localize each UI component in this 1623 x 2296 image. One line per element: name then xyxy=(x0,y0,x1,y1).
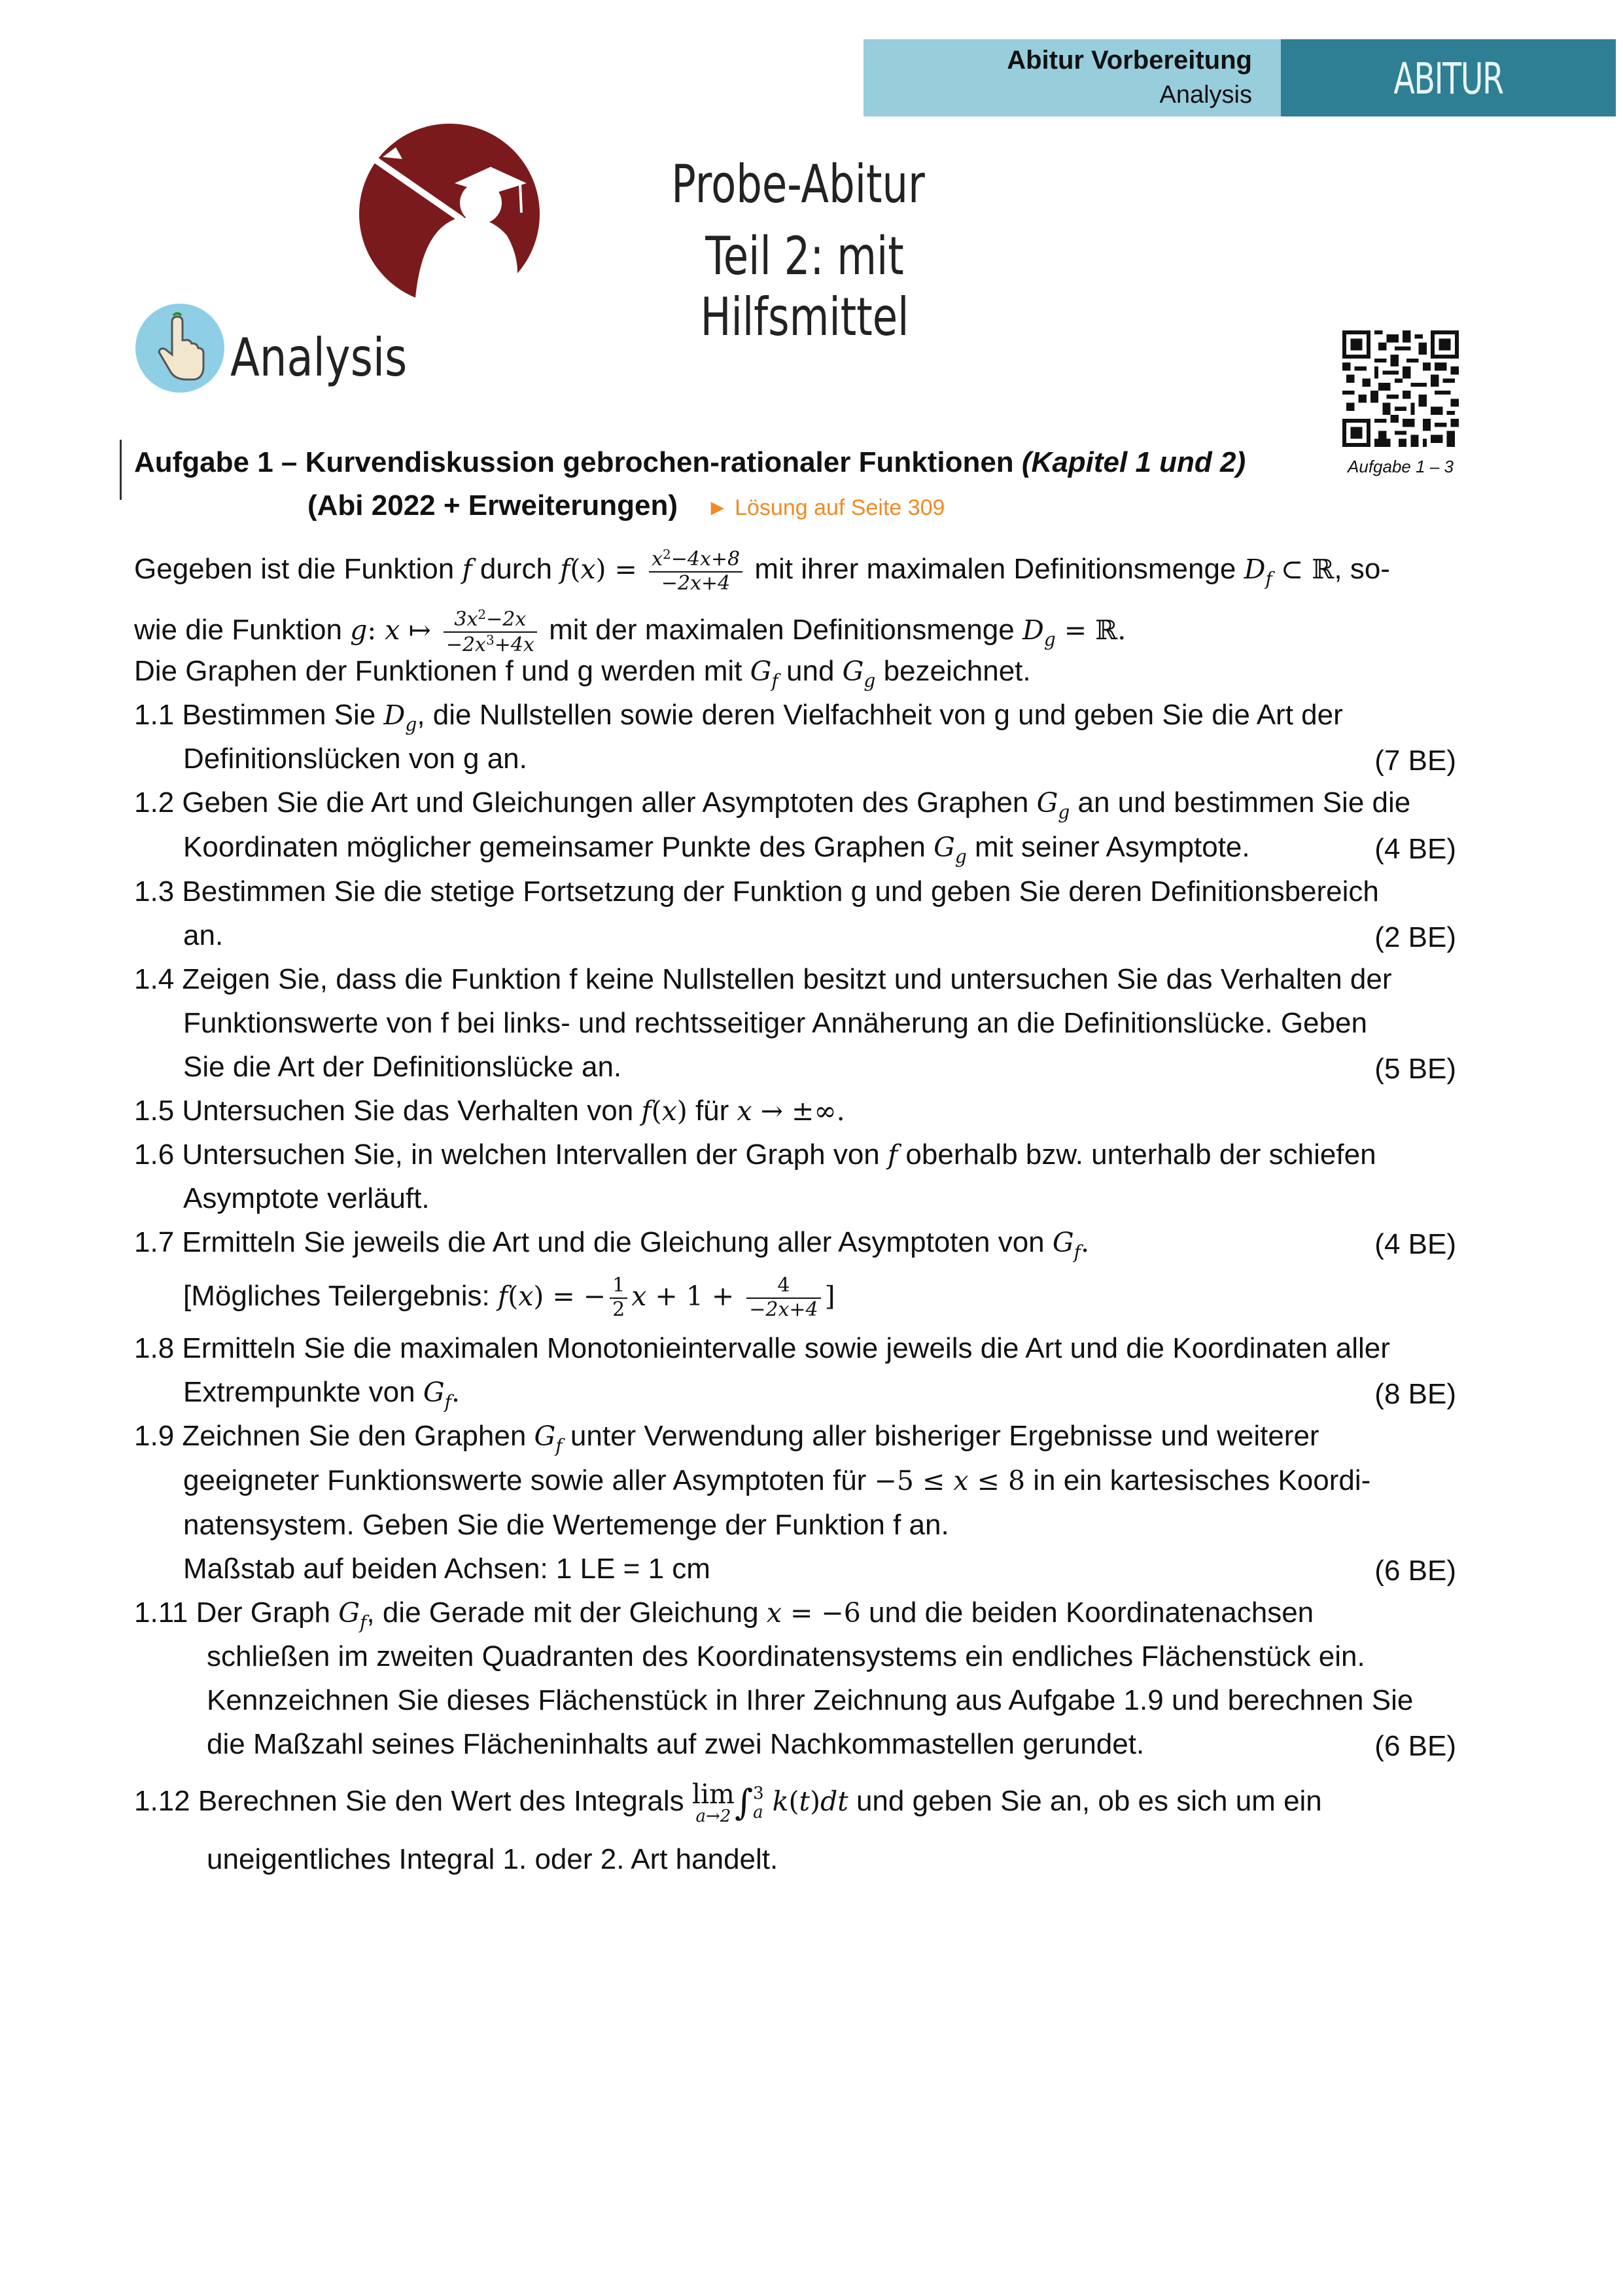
task-1-7-hint: [Mögliches Teilergebnis: f(x) = − $\frac{1}{2}$ x + 1 + $\frac{4}{-2x+4}$ ] xyxy=(183,1274,835,1321)
intro-line-1: Gegeben ist die Funktion f durch f(x) = $\frac{x^2-4x+8}{-2x+4}$ mit ihrer maximalen Definitionsmenge $D_f$ ⊂ ℝ, so- xyxy=(134,546,1390,595)
task-1-1: 1.1 Bestimmen Sie $D_g$, die Nullstellen sowie deren Vielfachheit von g und geben Sie die Art der xyxy=(134,699,1343,735)
page-title: Probe-Abitur xyxy=(671,154,925,215)
task-1-11-cont3: die Maßzahl seines Flächeninhalts auf zwei Nachkommastellen gerundet. xyxy=(207,1728,1145,1760)
task-1-8: 1.8 Ermitteln Sie die maximalen Monotonieintervalle sowie jeweils die Art und die Koordinaten aller xyxy=(134,1332,1390,1364)
section-title: Analysis xyxy=(230,327,408,388)
intro-line-2: wie die Funktion g: x ↦ $\frac{3x^2-2x}{-2x^3+4x}$ mit der maximalen Definitionsmenge $D_g$ = ℝ. xyxy=(134,607,1126,656)
qr-caption: Aufgabe 1 – 3 xyxy=(1348,457,1454,476)
task-1-2-points: (4 BE) xyxy=(1374,833,1456,865)
task-1-6: 1.6 Untersuchen Sie, in welchen Intervallen der Graph von f oberhalb bzw. unterhalb der schiefen xyxy=(134,1139,1376,1171)
task-1-11-cont2: Kennzeichnen Sie dieses Flächenstück in Ihrer Zeichnung aus Aufgabe 1.9 und berechnen Sie xyxy=(207,1684,1414,1716)
task-1-7: 1.7 Ermitteln Sie jeweils die Art und die Gleichung aller Asymptoten von $G_f$. xyxy=(134,1226,1090,1263)
qr-code-icon[interactable] xyxy=(1342,330,1459,447)
task-1-9-cont2: natensystem. Geben Sie die Wertemenge der Funktion f an. xyxy=(183,1509,949,1541)
task-1-11: 1.11 Der Graph $G_f$, die Gerade mit der Gleichung x = −6 und die beiden Koordinatenachsen xyxy=(134,1597,1314,1633)
task-title-chapter: (Kapitel 1 und 2) xyxy=(1021,446,1246,478)
task-1-4: 1.4 Zeigen Sie, dass die Funktion f keine Nullstellen besitzt und untersuchen Sie das Verhalten der xyxy=(134,963,1392,995)
task-1-12-cont: uneigentliches Integral 1. oder 2. Art handelt. xyxy=(207,1843,778,1875)
task-1-12: 1.12 Berechnen Sie den Wert des Integrals lim a→2 ∫ 3 a k(t)dt und geben Sie an, ob es sich um ein xyxy=(134,1778,1322,1826)
header-subtitle: Analysis xyxy=(1159,81,1252,109)
task-1-9: 1.9 Zeichnen Sie den Graphen $G_f$ unter Verwendung aller bisheriger Ergebnisse und weiterer xyxy=(134,1420,1319,1457)
task-1-5: 1.5 Untersuchen Sie das Verhalten von f(x) für x → ±∞. xyxy=(134,1095,845,1127)
limit-expression: lim a→2 xyxy=(691,1778,735,1826)
task-1-1-cont: Definitionslücken von g an. xyxy=(183,743,527,775)
task-1-9-scale: Maßstab auf beiden Achsen: 1 LE = 1 cm xyxy=(183,1553,710,1585)
task-1-9-points: (6 BE) xyxy=(1374,1555,1456,1587)
task-1-6-cont: Asymptote verläuft. xyxy=(183,1182,430,1214)
task-1-4-points: (5 BE) xyxy=(1374,1053,1456,1085)
intro-line-3: Die Graphen der Funktionen f und g werden mit $G_f$ und $G_g$ bezeichnet. xyxy=(134,655,1031,692)
task-1-1-points: (7 BE) xyxy=(1374,745,1456,777)
task-1-8-cont: Extrempunkte von $G_f$. xyxy=(183,1376,461,1413)
task-1-7-points: (4 BE) xyxy=(1374,1228,1456,1260)
task-1-8-points: (8 BE) xyxy=(1374,1378,1456,1410)
task-1-4-cont: Funktionswerte von f bei links- und rechtsseitiger Annäherung an die Definitionslücke. Geben xyxy=(183,1007,1367,1039)
task-subtitle: (Abi 2022 + Erweiterungen) xyxy=(307,489,678,521)
task-1-9-cont: geeigneter Funktionswerte sowie aller Asymptoten für −5 ≤ x ≤ 8 in ein kartesisches Koordi- xyxy=(183,1464,1371,1496)
task-1-2-cont: Koordinaten möglicher gemeinsamer Punkte des Graphen $G_g$ mit seiner Asymptote. xyxy=(183,831,1250,868)
header-brand-box xyxy=(1281,39,1616,116)
graduate-logo-icon xyxy=(357,121,543,308)
pointing-finger-icon xyxy=(134,302,226,394)
task-1-3-points: (2 BE) xyxy=(1374,921,1456,953)
task-1-11-cont: schließen im zweiten Quadranten des Koordinatensystems ein endliches Flächenstück ein. xyxy=(207,1640,1365,1672)
task-title xyxy=(134,446,1246,479)
task-1-2: 1.2 Geben Sie die Art und Gleichungen aller Asymptoten des Graphen $G_g$ an und bestimmen Sie die xyxy=(134,786,1411,823)
task-title-text: Aufgabe 1 – Kurvendiskussion gebrochen-rationaler Funktionen xyxy=(134,446,1022,478)
header-title: Abitur Vorbereitung xyxy=(1007,46,1252,75)
page-subtitle: Teil 2: mit Hilfsmittel xyxy=(700,226,909,347)
task-1-3-cont: an. xyxy=(183,919,224,951)
header-banner xyxy=(864,39,1281,116)
task-1-3: 1.3 Bestimmen Sie die stetige Fortsetzung der Funktion g und geben Sie deren Definitionsbereich xyxy=(134,875,1379,908)
task-1-11-points: (6 BE) xyxy=(1374,1730,1456,1762)
task-1-4-cont2: Sie die Art der Definitionslücke an. xyxy=(183,1051,622,1083)
solution-link[interactable]: ► Lösung auf Seite 309 xyxy=(707,495,945,520)
margin-rule xyxy=(120,440,122,500)
header-brand: ABITUR xyxy=(1393,54,1503,104)
